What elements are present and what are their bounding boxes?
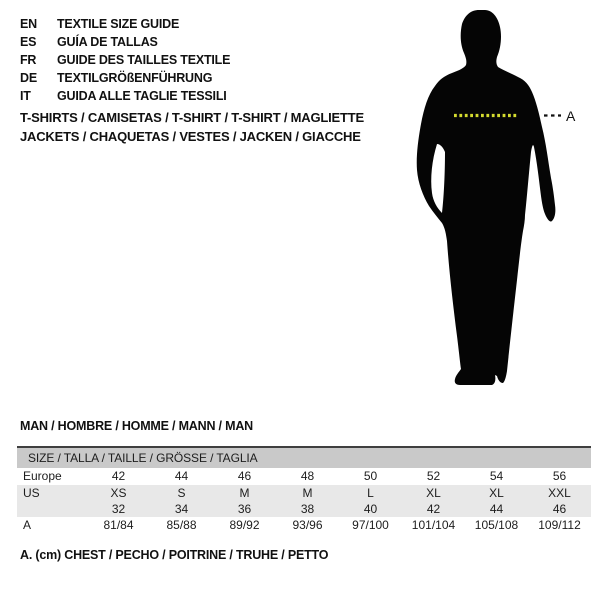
table-cell: 44	[489, 502, 504, 516]
section-title: MAN / HOMBRE / HOMME / MANN / MAN	[20, 419, 253, 433]
language-label: TEXTILGRÖßENFÜHRUNG	[57, 71, 213, 85]
row-label: US	[23, 486, 40, 500]
category-line-jackets: JACKETS / CHAQUETAS / VESTES / JACKEN / GIACCHE	[20, 128, 361, 144]
table-cell: 46	[237, 469, 252, 483]
table-cell: 36	[237, 502, 252, 516]
table-cell: XS	[110, 486, 127, 500]
table-cell: 46	[552, 502, 567, 516]
table-cell: 38	[300, 502, 315, 516]
language-code: ES	[20, 35, 37, 49]
row-label: Europe	[23, 469, 62, 483]
category-list	[20, 109, 364, 146]
language-row-de	[20, 69, 230, 87]
table-cell: XL	[426, 486, 441, 500]
measure-label-a: A	[566, 108, 576, 124]
language-label: TEXTILE SIZE GUIDE	[57, 17, 180, 31]
table-cell: XL	[489, 486, 504, 500]
language-label: GUIDA ALLE TAGLIE TESSILI	[57, 89, 227, 103]
table-cell: 109/112	[538, 518, 581, 532]
language-row-it	[20, 87, 230, 105]
language-row-en	[20, 15, 230, 33]
language-row-es	[20, 33, 230, 51]
table-cell: 48	[300, 469, 315, 483]
language-label: GUÍA DE TALLAS	[57, 35, 158, 49]
table-cell: 81/84	[103, 518, 134, 532]
table-cell: 40	[363, 502, 378, 516]
size-table	[17, 446, 591, 534]
table-cell: 56	[552, 469, 567, 483]
language-label: GUIDE DES TAILLES TEXTILE	[57, 53, 231, 67]
language-code: IT	[20, 89, 31, 103]
man-figure	[405, 0, 600, 400]
table-cell: S	[177, 486, 186, 500]
table-cell: 105/108	[474, 518, 519, 532]
table-cell: 52	[426, 469, 441, 483]
language-code: EN	[20, 17, 37, 31]
table-cell: 32	[111, 502, 126, 516]
table-cell: 93/96	[292, 518, 323, 532]
language-code: FR	[20, 53, 37, 67]
table-row-us-numeric	[17, 501, 591, 517]
table-cell: L	[367, 486, 374, 500]
table-cell: XXL	[548, 486, 571, 500]
row-label	[17, 501, 87, 517]
table-cell: M	[302, 486, 313, 500]
table-row-europe	[17, 468, 591, 485]
table-cell: M	[239, 486, 250, 500]
language-code: DE	[20, 71, 37, 85]
table-cell: 42	[111, 469, 126, 483]
table-cell: 89/92	[229, 518, 260, 532]
row-label: A	[23, 518, 32, 532]
table-cell: 101/104	[411, 518, 456, 532]
category-line-tshirts: T-SHIRTS / CAMISETAS / T-SHIRT / T-SHIRT / MAGLIETTE	[20, 110, 364, 125]
table-header: SIZE / TALLA / TAILLE / GRÖSSE / TAGLIA	[17, 448, 591, 468]
table-cell: 44	[174, 469, 189, 483]
table-cell: 42	[426, 502, 441, 516]
table-cell: 97/100	[352, 518, 389, 532]
table-row-us	[17, 485, 591, 501]
table-cell: 34	[174, 502, 189, 516]
table-cell: 85/88	[166, 518, 197, 532]
measurement-footnote: A. (cm) CHEST / PECHO / POITRINE / TRUHE / PETTO	[20, 548, 329, 562]
man-silhouette-svg	[405, 0, 600, 400]
table-row-chest-a	[17, 517, 591, 534]
language-list	[20, 15, 230, 105]
table-cell: 54	[489, 469, 504, 483]
language-row-fr	[20, 51, 230, 69]
table-cell: 50	[363, 469, 378, 483]
